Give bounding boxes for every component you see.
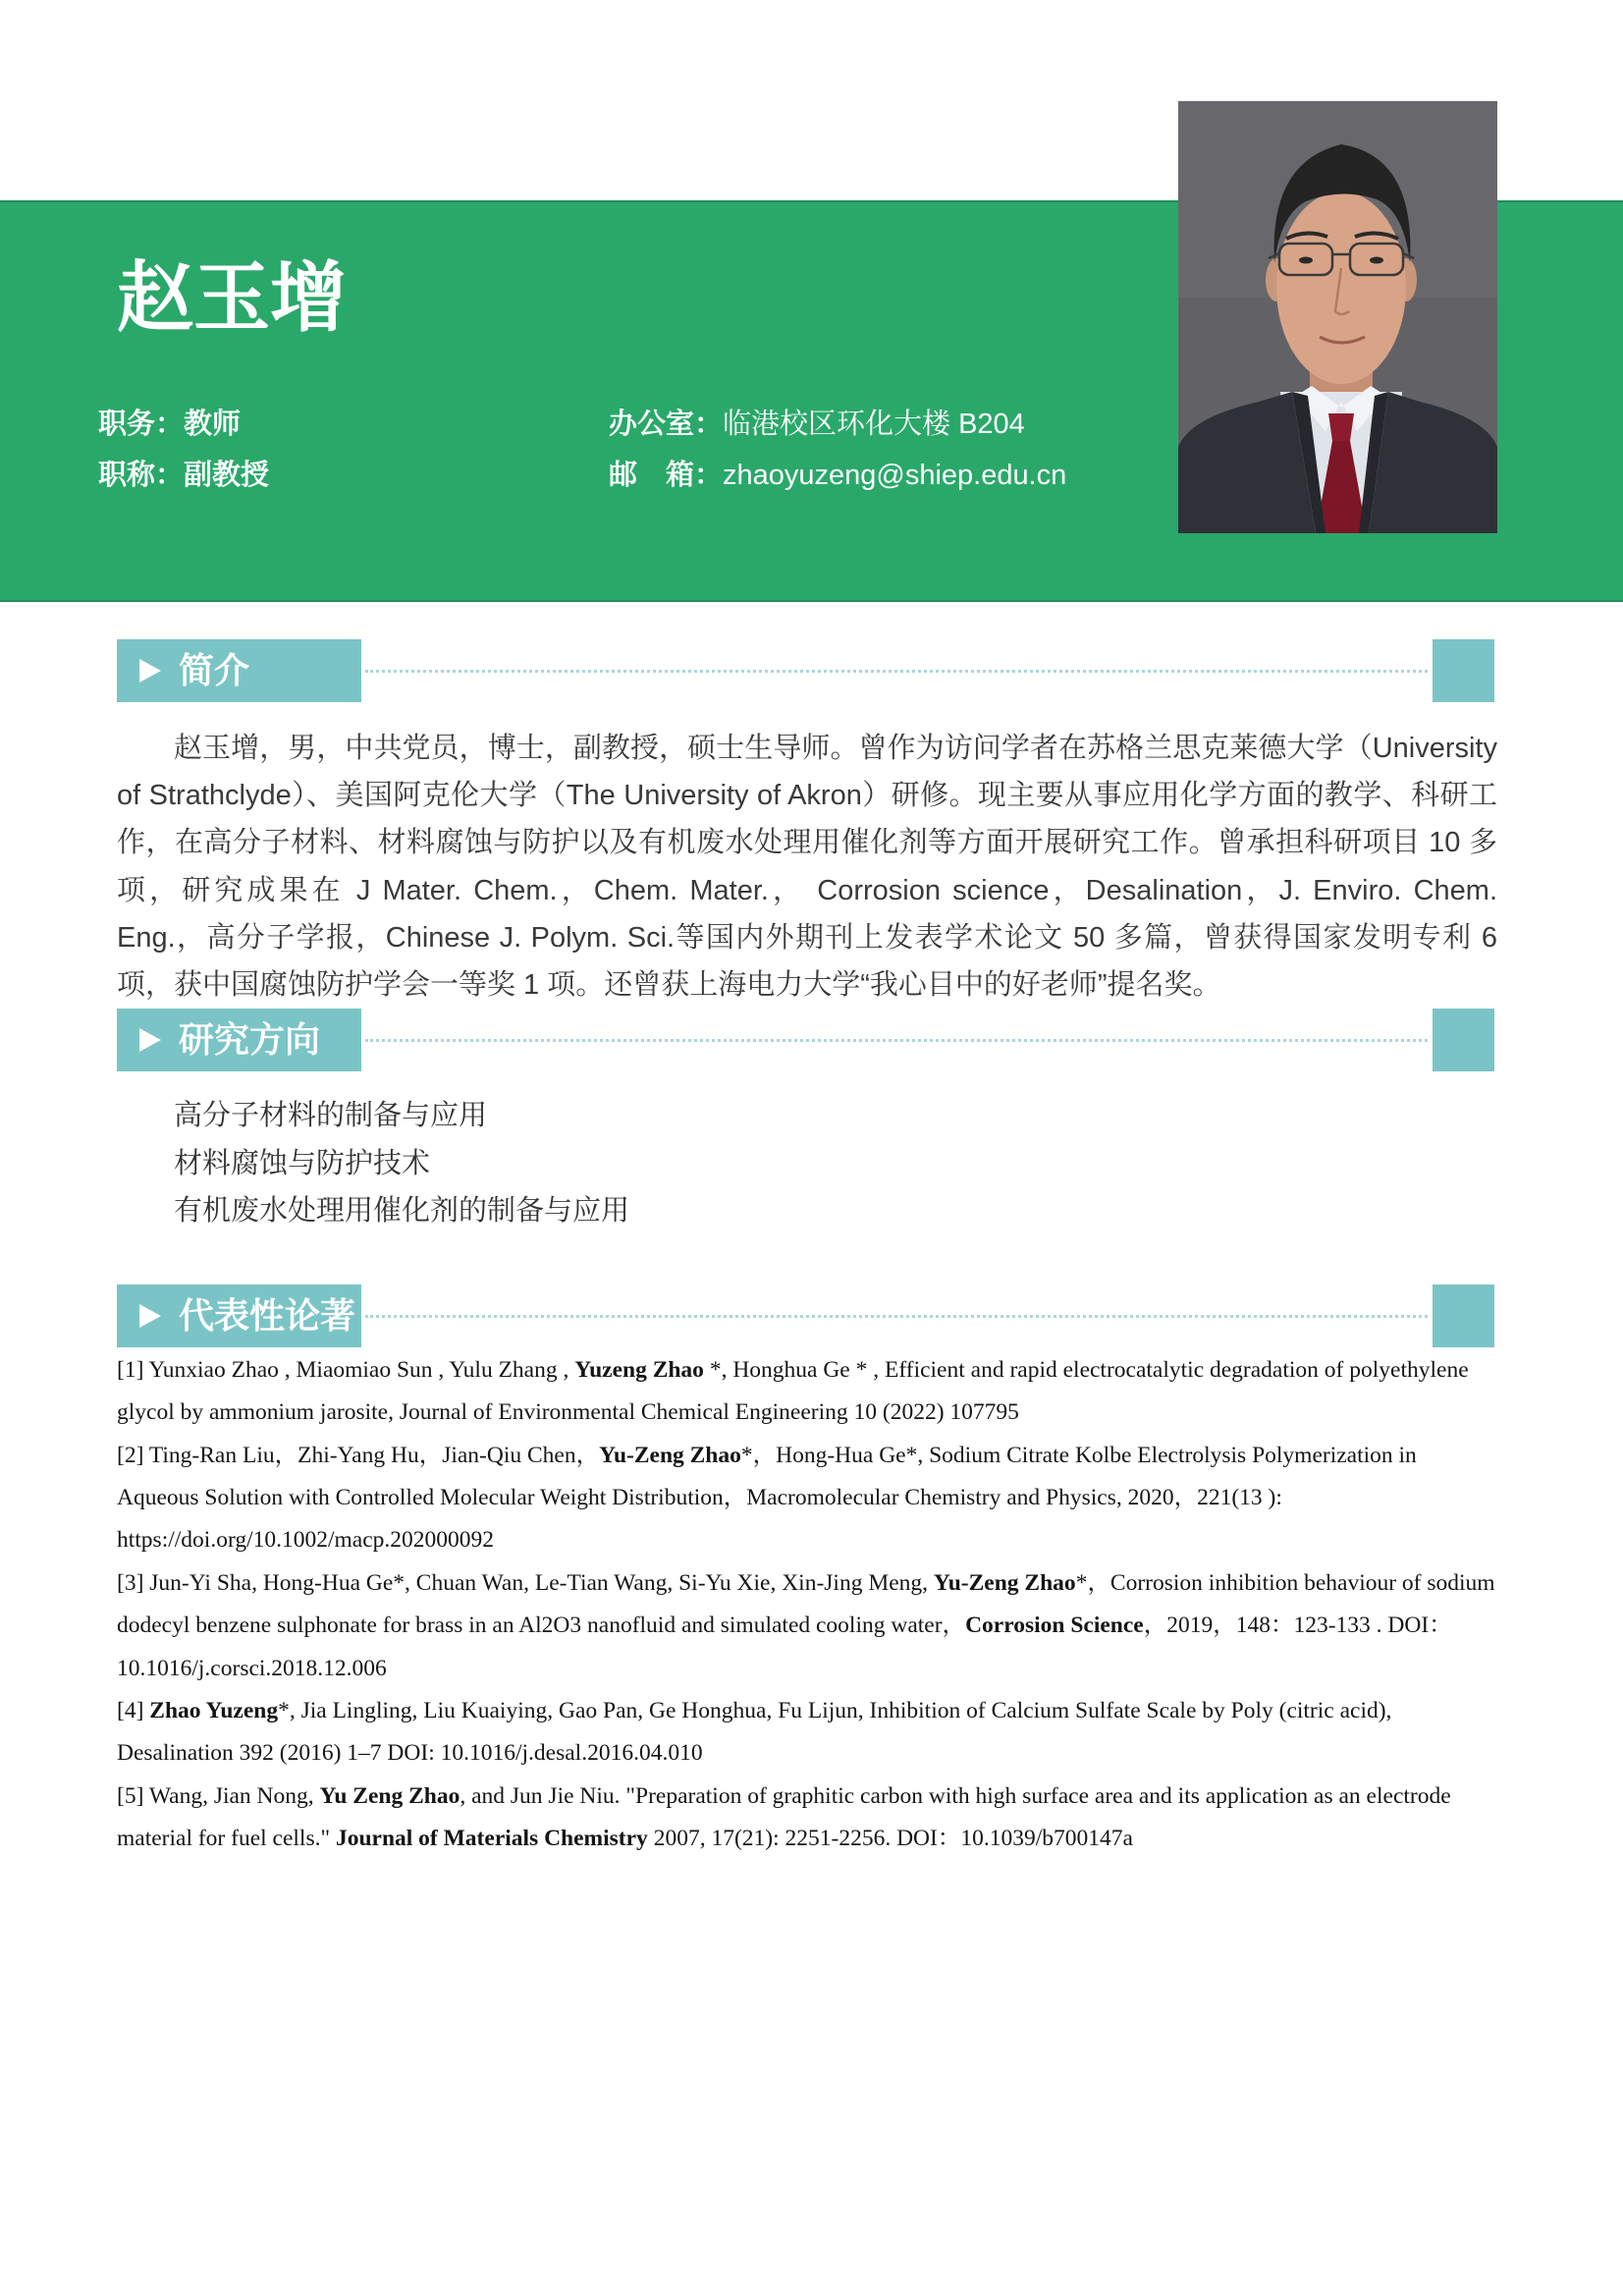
ref-author-bold: Yu Zeng Zhao [319,1782,460,1809]
ref-text: [4] [117,1697,150,1723]
publication-item [117,1562,1497,1690]
content-column [117,639,1497,1861]
person-name: 赵玉增 [117,254,348,341]
info-email [609,456,1066,495]
email-label: 邮 箱： [609,460,724,491]
section-label-publications [117,1285,361,1347]
title-label: 职称： [98,460,185,491]
position-label: 职务： [98,409,185,440]
ref-text: , and Jun Jie Niu. "Preparation of graphitic carbon with high surface area and its application as an electrode material for fuel cells." [117,1782,1451,1852]
publication-item [117,1349,1497,1435]
ref-text: *，Hong-Hua Ge*, Sodium Citrate Kolbe Electrolysis Polymerization in Aqueous Solution with Controlled Molecular Weight Distribution，Macromolecular Chemistry and Physics, 2020，221(13 ): https://doi.org/10.1002/macp.202000092 [117,1442,1417,1554]
publication-item [117,1435,1497,1562]
research-list [117,1092,1497,1235]
ref-text: [1] Yunxiao Zhao , Miaomiao Sun , Yulu Zhang , [117,1356,575,1383]
position-value: 教师 [184,409,242,440]
ref-text: ，2019，148：123-133 . DOI：10.1016/j.corsci.2018.12.006 [117,1613,1452,1681]
email-value: zhaoyuzeng@shiep.edu.cn [723,460,1067,491]
publication-list [117,1349,1497,1861]
info-office [609,405,1025,444]
section-title-intro: 简介 [179,650,250,690]
triangle-right-icon [139,1304,161,1328]
title-value: 副教授 [184,460,270,491]
info-position [98,405,241,444]
office-value: 临港校区环化大楼 B204 [723,409,1025,440]
ref-author-bold: Yu-Zeng Zhao [933,1569,1076,1596]
ref-text: [3] Jun-Yi Sha, Hong-Hua Ge*, Chuan Wan, Le-Tian Wang, Si-Yu Xie, Xin-Jing Meng, [117,1569,934,1596]
list-item: 有机废水处理用催化剂的制备与应用 [174,1195,630,1228]
section-label-research [117,1009,361,1071]
section-title-research: 研究方向 [179,1019,321,1061]
ref-text: *, Honghua Ge * , Efficient and rapid electrocatalytic degradation of polyethylene glycol by ammonium jarosite, Journal of Environmental Chemical Engineering 10 (2022) 107795 [117,1356,1469,1426]
publication-item [117,1690,1497,1776]
intro-paragraph: 赵玉增，男，中共党员，博士，副教授，硕士生导师。曾作为访问学者在苏格兰思克莱德大学（University of Strathclyde）、美国阿克伦大学（The University of Akron）研修。现主要从事应用化学方面的教学、科研工作，在高分子材料、材料腐蚀与防护以及有机废水处理用催化剂等方面开展研究工作。曾承担科研项目 10 多项，研究成果在 J Mater. Chem.，Chem. Mater.， Corrosion science，Desalination，J. Enviro. Chem. Eng.，高分子学报，Chinese J. Polym. Sci.等国内外期刊上发表学术论文 50 多篇，曾获得国家发明专利 6 项，获中国腐蚀防护学会一等奖 1 项。还曾获上海电力大学“我心目中的好老师”提名奖。 [117,733,1497,1002]
section-end-block [1433,1009,1494,1071]
ref-author-bold: Yuzeng Zhao [574,1356,704,1383]
section-header-publications [117,1285,1494,1347]
ref-author-bold: Yu-Zeng Zhao [599,1442,741,1468]
ref-text: *，Corrosion inhibition behaviour of sodium dodecyl benzene sulphonate for brass in an Al2O3 nanofluid and simulated cooling water， [117,1569,1495,1639]
ref-text: [2] Ting-Ran Liu，Zhi-Yang Hu，Jian-Qiu Chen， [117,1442,600,1468]
triangle-right-icon [139,1028,161,1052]
ref-text: [5] Wang, Jian Nong, [117,1782,320,1809]
dotted-divider [365,1039,1428,1042]
section-header-intro [117,639,1494,702]
section-end-block [1433,639,1494,702]
list-item: 高分子材料的制备与应用 [174,1100,488,1132]
info-title [98,456,269,495]
office-label: 办公室： [609,409,724,440]
publication-item [117,1776,1497,1861]
section-label-intro [117,639,361,702]
list-item: 材料腐蚀与防护技术 [174,1147,431,1179]
ref-journal-bold: Corrosion Science [965,1613,1144,1639]
dotted-divider [365,1315,1428,1318]
ref-journal-bold: Journal of Materials Chemistry [335,1826,648,1852]
dotted-divider [365,670,1428,673]
section-title-publications: 代表性论著 [179,1294,356,1336]
triangle-right-icon [139,659,161,683]
portrait-photo [1178,101,1497,533]
ref-text: *, Jia Lingling, Liu Kuaiying, Gao Pan, Ge Honghua, Fu Lijun, Inhibition of Calcium Sulfate Scale by Poly (citric acid), Desalination 392 (2016) 1–7 DOI: 10.1016/j.desal.2016.04.010 [117,1697,1392,1767]
section-header-research [117,1009,1494,1071]
ref-text: 2007, 17(21): 2251-2256. DOI：10.1039/b700147a [647,1826,1133,1852]
section-end-block [1433,1285,1494,1347]
ref-author-bold: Zhao Yuzeng [149,1697,279,1723]
